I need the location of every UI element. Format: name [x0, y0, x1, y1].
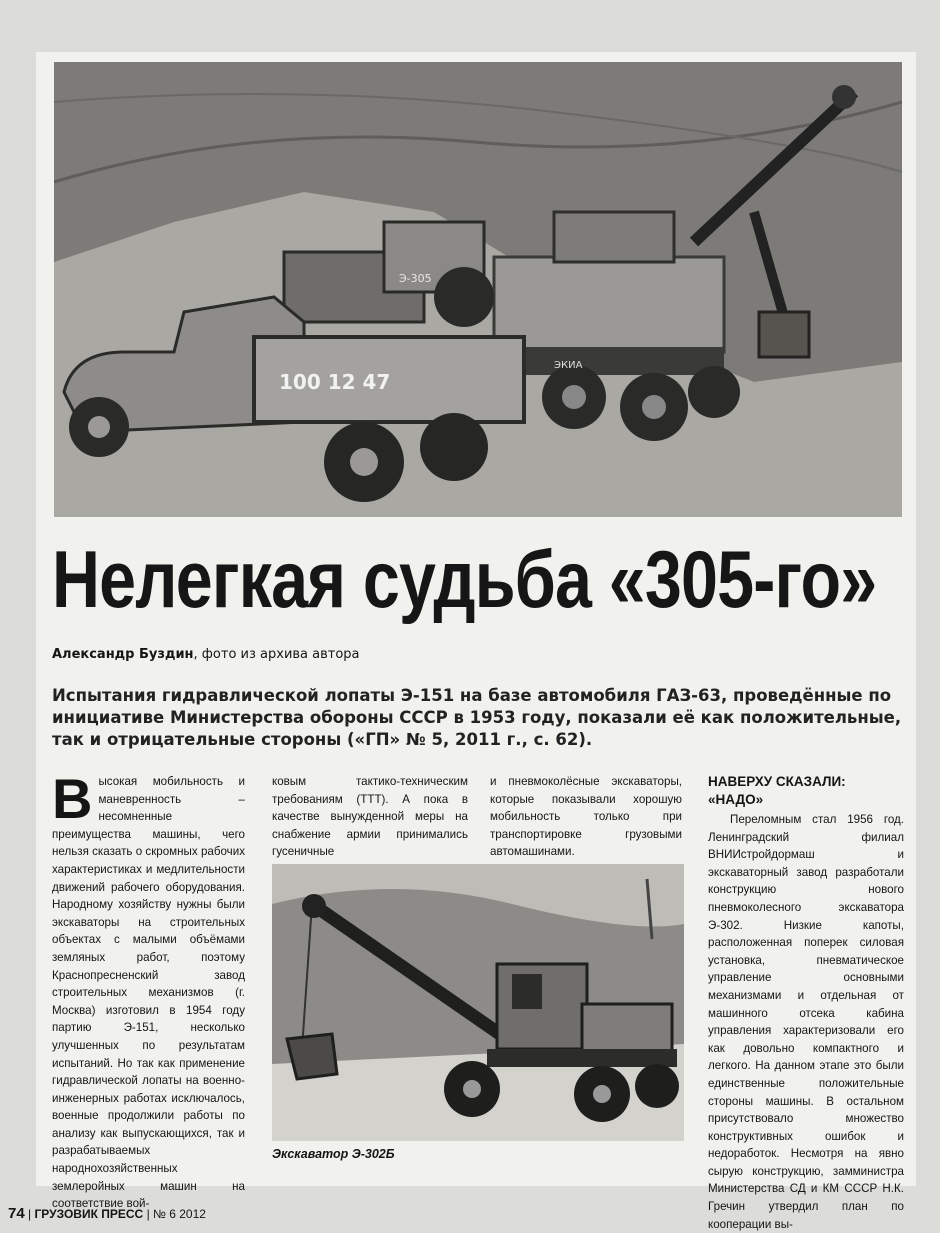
author-name: Александр Буздин — [52, 647, 194, 662]
column-2: ковым тактико-техническим требованиям (ТТТ). А пока в качестве вынужденной меры на снабжение армии принимались гусеничные — [272, 775, 468, 859]
column-4 — [708, 773, 904, 1233]
magazine-name: ГРУЗОВИК ПРЕСС — [34, 1207, 144, 1221]
section-subhead: НАВЕРХУ СКАЗАЛИ: «НАДО» — [708, 774, 846, 807]
truck-plate-label: 100 12 47 — [279, 370, 391, 394]
footer-separator: | — [28, 1207, 32, 1221]
article-lead: Испытания гидравлической лопаты Э-151 на базе автомобиля ГАЗ-63, проведённые по инициативе Министерства обороны СССР в 1953 году, показали её как положительные, так и отрицательные стороны («ГП» № 5, 2011 г., с. 62). — [52, 686, 902, 749]
issue-number: № 6 2012 — [153, 1207, 206, 1221]
column-1-text: ысокая мобильность и маневренность – несомненные преимущества машины, чего нельзя сказать о скромных рабочих характеристиках и медлительности движений рабочего оборудования. Народному хозяйству нужны были экскаваторы на строительных объектах с малыми объёмами земляных работ, поэтому Краснопресненский завод строительных механизмов (г. Москва) изготовил в 1954 году партию Э-151, несколько улучшенных по результатам испытаний. Но так как применение гидравлической лопаты на военно-инженерных работах исключалось, военные продолжили работы по анализу как выпускающихся, так и разрабатываемых народнохозяйственных землеройных машин на соответствие вой- — [52, 775, 245, 1211]
column-4-text: Переломным стал 1956 год. Ленинградский филиал ВНИИстройдормаш и экскаваторный завод разработали конструкцию нового пневмоколесного экскаватора Э-302. Низкие капоты, расположенная поперек силовая установка, пневматическое управление основными механизмами и отдельная от машинного отсека кабина управления характеризовали его как довольно компактного и легкого. На данном этапе это были единственные положительные стороны машины. В остальном присутствовало множество конструктивных ошибок и недоработок. Несмотря на явно сырую конструкцию, замминистра Министерства СД и КМ СССР Н.К. Гречин утвердил план по кооперации вы- — [708, 813, 904, 1231]
photo-credit: , фото из архива автора — [193, 647, 360, 662]
main-photo — [54, 62, 902, 517]
column-1 — [52, 767, 245, 1213]
svg-text:ЭКИА: ЭКИА — [554, 360, 583, 371]
page-footer — [8, 1205, 206, 1223]
photo-caption: Экскаватор Э-302Б — [272, 1147, 395, 1161]
column-3: и пневмоколёсные экскаваторы, которые показывали хорошую мобильность только при транспортировке грузовыми автомашинами. — [490, 775, 682, 859]
excavator-number-label: Э-305 — [399, 272, 432, 285]
article-title: Нелегкая судьба «305-го» — [52, 535, 877, 625]
excavator-photo-illustration — [272, 864, 684, 1141]
excavator-photo — [272, 864, 684, 1141]
byline — [52, 646, 360, 664]
page-number: 74 — [8, 1205, 25, 1222]
main-photo-illustration — [54, 62, 902, 517]
footer-separator: | — [146, 1207, 150, 1221]
drop-cap: В — [52, 767, 93, 830]
